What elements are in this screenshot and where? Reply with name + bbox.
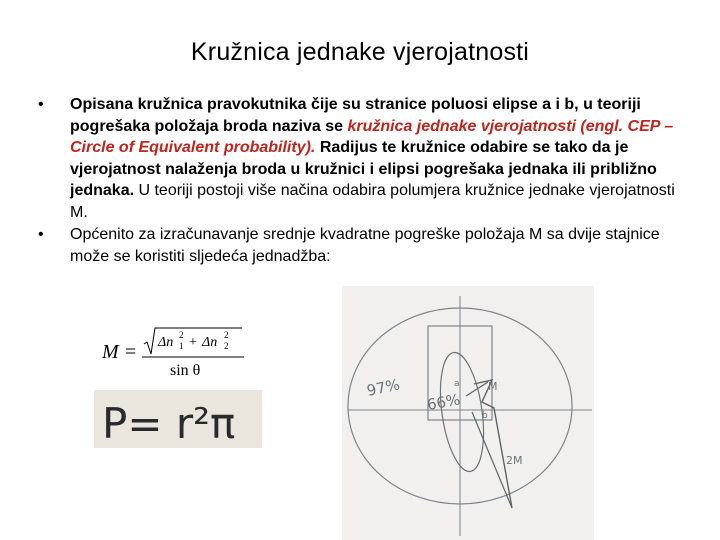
formula-plus: +: [189, 335, 197, 350]
label-a: a: [454, 379, 460, 389]
cep-term: kružnica jednake vjerojatnosti (engl. CEP – Circle of Equivalent probability).: [70, 117, 674, 156]
formula-area-svg: [94, 390, 262, 448]
formula-dn2: Δn: [202, 335, 218, 350]
formula-m-svg: [100, 326, 250, 380]
bullet-list: [38, 94, 688, 268]
page-title: Kružnica jednake vjerojatnosti: [190, 38, 530, 66]
label-b: b: [482, 411, 488, 421]
formula-dn1-sup: 2: [179, 330, 184, 340]
bullet-item-2: [38, 224, 688, 267]
bullet-item-1: [38, 94, 688, 223]
formula-dn1-sub: 1: [179, 341, 184, 351]
bullet1-text-c: U teoriji postoji više načina odabira polumjera kružnice jednake vjerojatnosti M.: [70, 182, 675, 221]
bullet1-text-b: Radijus te kružnice odabire se tako da je vjerojatnost nalaženja broda u kružnici i elipsi pogrešaka jednaka ili približno jednaka.: [70, 139, 657, 199]
formula-dn2-sup: 2: [224, 330, 229, 340]
bullet1-text-a: Opisana kružnica pravokutnika čije su stranice poluosi elipse a i b, u teoriji pogrešaka položaja broda naziva se: [70, 96, 641, 135]
bullet-dot: •: [38, 96, 44, 113]
formula-dn1: Δn: [158, 335, 174, 350]
label-66: 66%: [425, 390, 462, 414]
formula-m-image: [100, 326, 250, 380]
formula-m-lhs: M =: [102, 341, 138, 363]
bullet2-text: Općenito za izračunavanje srednje kvadratne pogreške položaja M sa dvije stajnice može se koristiti sljedeća jednadžba:: [70, 226, 660, 265]
cep-sketch-image: [342, 286, 594, 540]
label-2m: 2M: [506, 454, 523, 467]
formula-area-image: [94, 390, 262, 448]
bullet-dot: •: [38, 226, 44, 243]
label-97: 97%: [365, 375, 402, 400]
formula-denominator: sin θ: [170, 362, 201, 379]
formula-dn2-sub: 2: [224, 341, 229, 351]
formula-area-text: P= r²π: [102, 399, 236, 448]
cep-sketch-svg: [342, 286, 594, 540]
label-m: M: [488, 380, 498, 393]
